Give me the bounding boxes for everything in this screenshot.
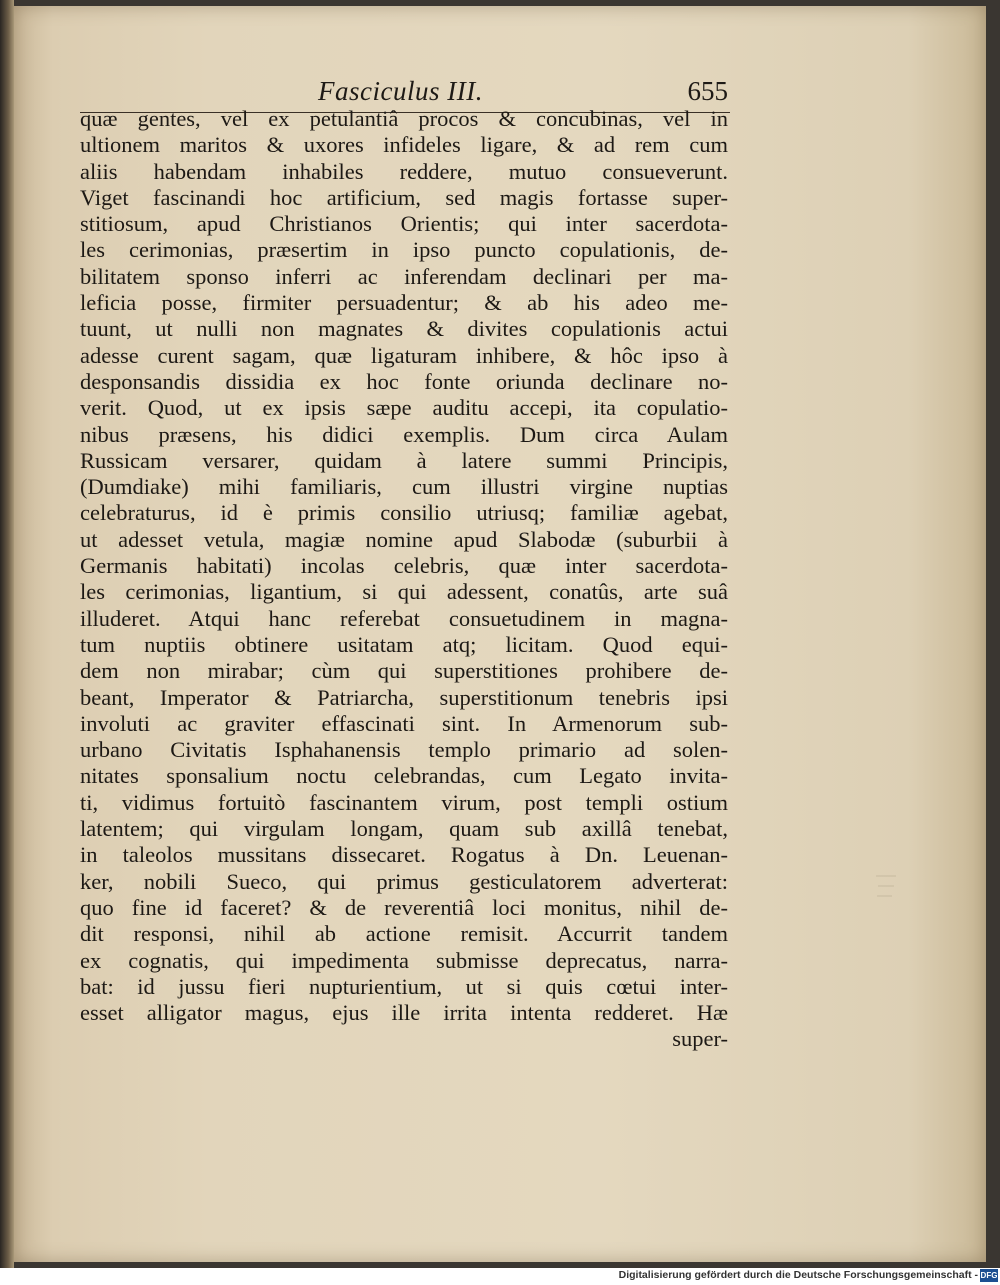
- book-spine-edge: [0, 0, 14, 1268]
- text-line: stitiosum, apud Christianos Orientis; qui inter sacerdota-: [80, 211, 728, 237]
- book-page: [14, 6, 986, 1262]
- text-line: verit. Quod, ut ex ipsis sæpe auditu accepi, ita copulatio-: [80, 395, 728, 421]
- funding-note: Digitalisierung gefördert durch die Deutsche Forschungsgemeinschaft -: [618, 1269, 978, 1281]
- text-line: nibus præsens, his didici exemplis. Dum circa Aulam: [80, 421, 728, 447]
- text-line: Russicam versarer, quidam à latere summi Principis,: [80, 447, 728, 473]
- digitization-footer: [0, 1268, 1000, 1285]
- text-line: adesse curent sagam, quæ ligaturam inhibere, & hôc ipso à: [80, 342, 728, 368]
- text-line: Viget fascinandi hoc artificium, sed magis fortasse super-: [80, 184, 728, 210]
- text-line: desponsandis dissidia ex hoc fonte oriunda declinare no-: [80, 368, 728, 394]
- text-line: nitates sponsalium noctu celebrandas, cum Legato invita-: [80, 763, 728, 789]
- text-line: dit responsi, nihil ab actione remisit. Accurrit tandem: [80, 921, 728, 947]
- text-line: ex cognatis, qui impedimenta submisse deprecatus, narra-: [80, 947, 728, 973]
- text-line: quo fine id faceret? & de reverentiâ loci monitus, nihil de-: [80, 894, 728, 920]
- text-line: illuderet. Atqui hanc referebat consuetudinem in magna-: [80, 605, 728, 631]
- text-line: bilitatem sponso inferri ac inferendam declinari per ma-: [80, 263, 728, 289]
- text-line: urbano Civitatis Isphahanensis templo primario ad solen-: [80, 737, 728, 763]
- text-line: bat: id jussu fieri nupturientium, ut si quis cœtui inter-: [80, 973, 728, 999]
- text-line: quæ gentes, vel ex petulantiâ procos & concubinas, vel in: [80, 106, 728, 131]
- text-line: les cerimonias, præsertim in ipso puncto copulationis, de-: [80, 237, 728, 263]
- text-line: dem non mirabar; cùm qui superstitiones prohibere de-: [80, 658, 728, 684]
- margin-ink-mark: [872, 868, 900, 908]
- text-line: ker, nobili Sueco, qui primus gesticulatorem adverterat:: [80, 868, 728, 894]
- body-text: [80, 106, 728, 1053]
- text-line: celebraturus, id è primis consilio utriusq; familiæ agebat,: [80, 500, 728, 526]
- text-line: leficia posse, firmiter persuadentur; & ab his adeo me-: [80, 290, 728, 316]
- running-title: Fasciculus III.: [318, 76, 483, 106]
- text-line: beant, Imperator & Patriarcha, superstitionum tenebris ipsi: [80, 684, 728, 710]
- text-line: tum nuptiis obtinere usitatam atq; licitam. Quod equi-: [80, 631, 728, 657]
- text-line: super-: [672, 1026, 728, 1052]
- text-line: esset alligator magus, ejus ille irrita intenta redderet. Hæ: [80, 1000, 728, 1026]
- text-line: ut adesset vetula, magiæ nomine apud Slabodæ (suburbii à: [80, 526, 728, 552]
- text-line: les cerimonias, ligantium, si qui adessent, conatûs, arte suâ: [80, 579, 728, 605]
- text-line: involuti ac graviter effascinati sint. In Armenorum sub-: [80, 710, 728, 736]
- text-line: latentem; qui virgulam longam, quam sub axillâ tenebat,: [80, 816, 728, 842]
- text-line: in taleolos mussitans dissecaret. Rogatus à Dn. Leuenan-: [80, 842, 728, 868]
- text-line: Germanis habitati) incolas celebris, quæ inter sacerdota-: [80, 553, 728, 579]
- text-line: aliis habendam inhabiles reddere, mutuo consueverunt.: [80, 158, 728, 184]
- page-number: 655: [687, 76, 728, 106]
- text-line: (Dumdiake) mihi familiaris, cum illustri virgine nuptias: [80, 474, 728, 500]
- text-line: ultionem maritos & uxores infideles ligare, & ad rem cum: [80, 132, 728, 158]
- text-line: ti, vidimus fortuitò fascinantem virum, post templi ostium: [80, 789, 728, 815]
- text-line: tuunt, ut nulli non magnates & divites copulationis actui: [80, 316, 728, 342]
- dfg-logo: DFG: [980, 1271, 998, 1280]
